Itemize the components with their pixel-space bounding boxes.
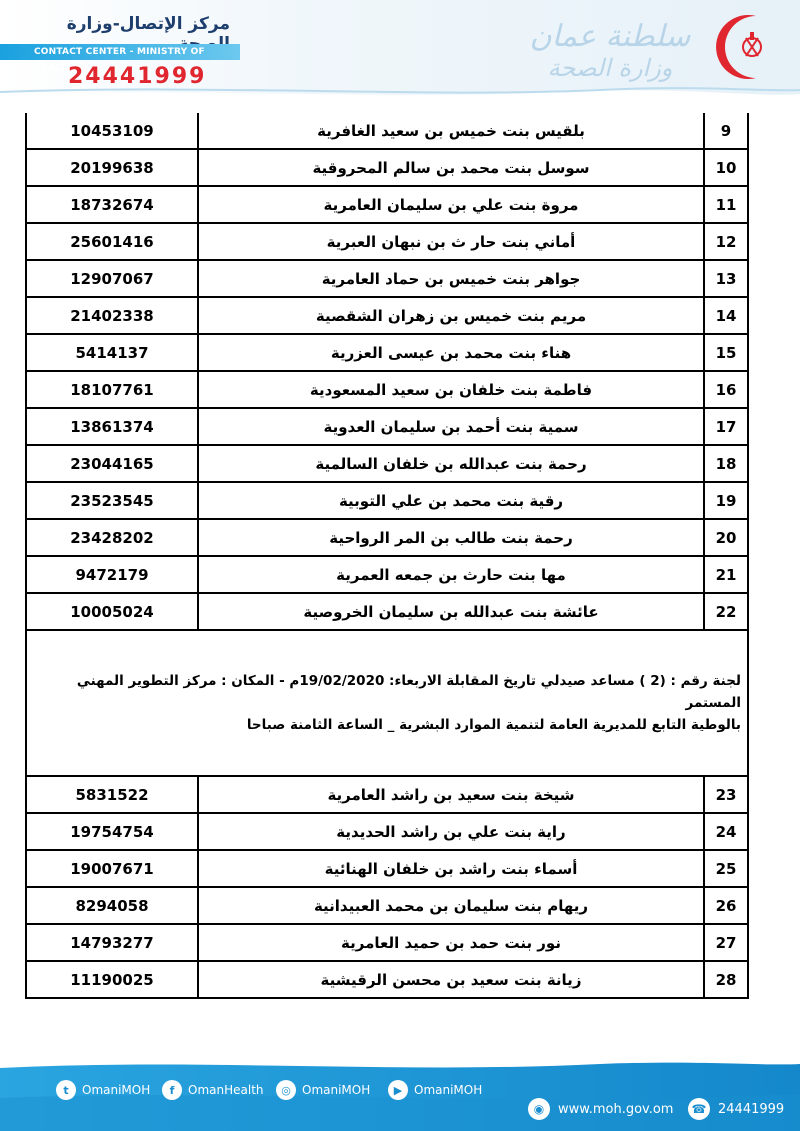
- applicant-name-cell: أماني بنت حار ث بن نبهان العبرية: [198, 223, 704, 260]
- row-number-cell: 22: [704, 593, 748, 630]
- youtube-icon: ▶: [388, 1080, 408, 1100]
- applicant-name-cell: فاطمة بنت خلفان بن سعيد المسعودية: [198, 371, 704, 408]
- civil-id-cell: 14793277: [26, 924, 198, 961]
- table-row: [26, 297, 748, 334]
- committee-note-cell: [26, 630, 748, 776]
- civil-id-cell: 23428202: [26, 519, 198, 556]
- table-row: [26, 556, 748, 593]
- applicants-table-container: [25, 113, 749, 999]
- table-row: [26, 519, 748, 556]
- table-row: [26, 149, 748, 186]
- page-footer: [0, 1058, 800, 1131]
- row-number-cell: 10: [704, 149, 748, 186]
- table-row: [26, 186, 748, 223]
- row-number-cell: 13: [704, 260, 748, 297]
- table-row: [26, 113, 748, 149]
- row-number-cell: 23: [704, 776, 748, 813]
- civil-id-cell: 18732674: [26, 186, 198, 223]
- applicants-group-a: [26, 113, 748, 630]
- ministry-emblem-icon: [706, 10, 780, 84]
- applicant-name-cell: نور بنت حمد بن حميد العامرية: [198, 924, 704, 961]
- applicant-name-cell: سوسل بنت محمد بن سالم المحروقية: [198, 149, 704, 186]
- applicants-table: [25, 113, 749, 999]
- instagram-icon: ◎: [276, 1080, 296, 1100]
- youtube-handle: OmaniMOH: [414, 1083, 483, 1097]
- row-number-cell: 14: [704, 297, 748, 334]
- instagram-handle: OmaniMOH: [302, 1083, 371, 1097]
- civil-id-cell: 18107761: [26, 371, 198, 408]
- website-url: www.moh.gov.om: [558, 1101, 674, 1117]
- applicant-name-cell: ريهام بنت سليمان بن محمد العبيدانية: [198, 887, 704, 924]
- committee-note-line-1: لجنة رقم : (2 ) مساعد صيدلي تاريخ المقابلة الاربعاء: 19/02/2020م - المكان : مركز التطوير المهني المستمر: [76, 673, 741, 711]
- applicant-name-cell: بلقيس بنت خميس بن سعيد الغافرية: [198, 113, 704, 149]
- row-number-cell: 9: [704, 113, 748, 149]
- table-row: [26, 223, 748, 260]
- row-number-cell: 16: [704, 371, 748, 408]
- civil-id-cell: 19754754: [26, 813, 198, 850]
- applicant-name-cell: مروة بنت علي بن سليمان العامرية: [198, 186, 704, 223]
- instagram-link[interactable]: [276, 1080, 370, 1100]
- row-number-cell: 25: [704, 850, 748, 887]
- phone-icon: ☎: [688, 1098, 710, 1120]
- civil-id-cell: 13861374: [26, 408, 198, 445]
- civil-id-cell: 19007671: [26, 850, 198, 887]
- applicant-name-cell: أسماء بنت راشد بن خلفان الهنائية: [198, 850, 704, 887]
- applicant-name-cell: هناء بنت محمد بن عيسى العزرية: [198, 334, 704, 371]
- table-row: [26, 850, 748, 887]
- table-row: [26, 961, 748, 998]
- applicant-name-cell: سمية بنت أحمد بن سليمان العدوية: [198, 408, 704, 445]
- row-number-cell: 15: [704, 334, 748, 371]
- logo-line-ministry: وزارة الصحة: [547, 54, 673, 82]
- table-row: [26, 482, 748, 519]
- applicant-name-cell: عائشة بنت عبدالله بن سليمان الخروصية: [198, 593, 704, 630]
- ministry-logo-text: [520, 20, 700, 82]
- civil-id-cell: 5831522: [26, 776, 198, 813]
- civil-id-cell: 21402338: [26, 297, 198, 334]
- applicant-name-cell: شيخة بنت سعيد بن راشد العامرية: [198, 776, 704, 813]
- civil-id-cell: 20199638: [26, 149, 198, 186]
- table-row: [26, 593, 748, 630]
- applicant-name-cell: رقية بنت محمد بن علي التوبية: [198, 482, 704, 519]
- row-number-cell: 18: [704, 445, 748, 482]
- row-number-cell: 28: [704, 961, 748, 998]
- committee-note-row: [26, 630, 748, 776]
- twitter-icon: t: [56, 1080, 76, 1100]
- applicant-name-cell: جواهر بنت خميس بن حماد العامرية: [198, 260, 704, 297]
- table-row: [26, 260, 748, 297]
- row-number-cell: 24: [704, 813, 748, 850]
- globe-icon: ◉: [528, 1098, 550, 1120]
- table-row: [26, 445, 748, 482]
- row-number-cell: 17: [704, 408, 748, 445]
- row-number-cell: 26: [704, 887, 748, 924]
- applicant-name-cell: مها بنت حارث بن جمعه العمرية: [198, 556, 704, 593]
- applicant-name-cell: رحمة بنت طالب بن المر الرواحية: [198, 519, 704, 556]
- contact-center-phone: 24441999: [68, 64, 207, 89]
- table-row: [26, 776, 748, 813]
- civil-id-cell: 8294058: [26, 887, 198, 924]
- contact-center-title-en: CONTACT CENTER - MINISTRY OF HEALTH: [0, 44, 240, 60]
- twitter-link[interactable]: [56, 1080, 150, 1100]
- committee-note-section: [26, 630, 748, 776]
- table-row: [26, 813, 748, 850]
- contact-center-title-ar: مركز الإتصال-وزارة: [66, 14, 230, 34]
- row-number-cell: 27: [704, 924, 748, 961]
- table-row: [26, 408, 748, 445]
- footer-phone[interactable]: [688, 1098, 784, 1120]
- civil-id-cell: 9472179: [26, 556, 198, 593]
- footer-phone-number: 24441999: [718, 1101, 785, 1117]
- page-header: [0, 0, 800, 110]
- table-row: [26, 924, 748, 961]
- civil-id-cell: 11190025: [26, 961, 198, 998]
- row-number-cell: 21: [704, 556, 748, 593]
- row-number-cell: 12: [704, 223, 748, 260]
- twitter-handle: OmaniMOH: [82, 1083, 151, 1097]
- civil-id-cell: 5414137: [26, 334, 198, 371]
- row-number-cell: 20: [704, 519, 748, 556]
- civil-id-cell: 23523545: [26, 482, 198, 519]
- youtube-link[interactable]: [388, 1080, 482, 1100]
- table-row: [26, 334, 748, 371]
- applicant-name-cell: مريم بنت خميس بن زهران الشقصية: [198, 297, 704, 334]
- logo-line-sultanate: سلطنة عمان: [529, 19, 691, 54]
- applicant-name-cell: رحمة بنت عبدالله بن خلفان السالمية: [198, 445, 704, 482]
- facebook-link[interactable]: [162, 1080, 264, 1100]
- civil-id-cell: 10453109: [26, 113, 198, 149]
- civil-id-cell: 25601416: [26, 223, 198, 260]
- facebook-icon: f: [162, 1080, 182, 1100]
- committee-note-line-2: بالوطية التابع للمديرية العامة لتنمية الموارد البشرية _ الساعة الثامنة صباحا: [246, 717, 741, 733]
- website-link[interactable]: [528, 1098, 673, 1120]
- row-number-cell: 11: [704, 186, 748, 223]
- table-row: [26, 371, 748, 408]
- row-number-cell: 19: [704, 482, 748, 519]
- applicant-name-cell: زيانة بنت سعيد بن محسن الرقيشية: [198, 961, 704, 998]
- table-row: [26, 887, 748, 924]
- civil-id-cell: 23044165: [26, 445, 198, 482]
- civil-id-cell: 12907067: [26, 260, 198, 297]
- facebook-handle: OmanHealth: [188, 1083, 264, 1097]
- civil-id-cell: 10005024: [26, 593, 198, 630]
- applicant-name-cell: راية بنت علي بن راشد الحديدية: [198, 813, 704, 850]
- applicants-group-b: [26, 776, 748, 998]
